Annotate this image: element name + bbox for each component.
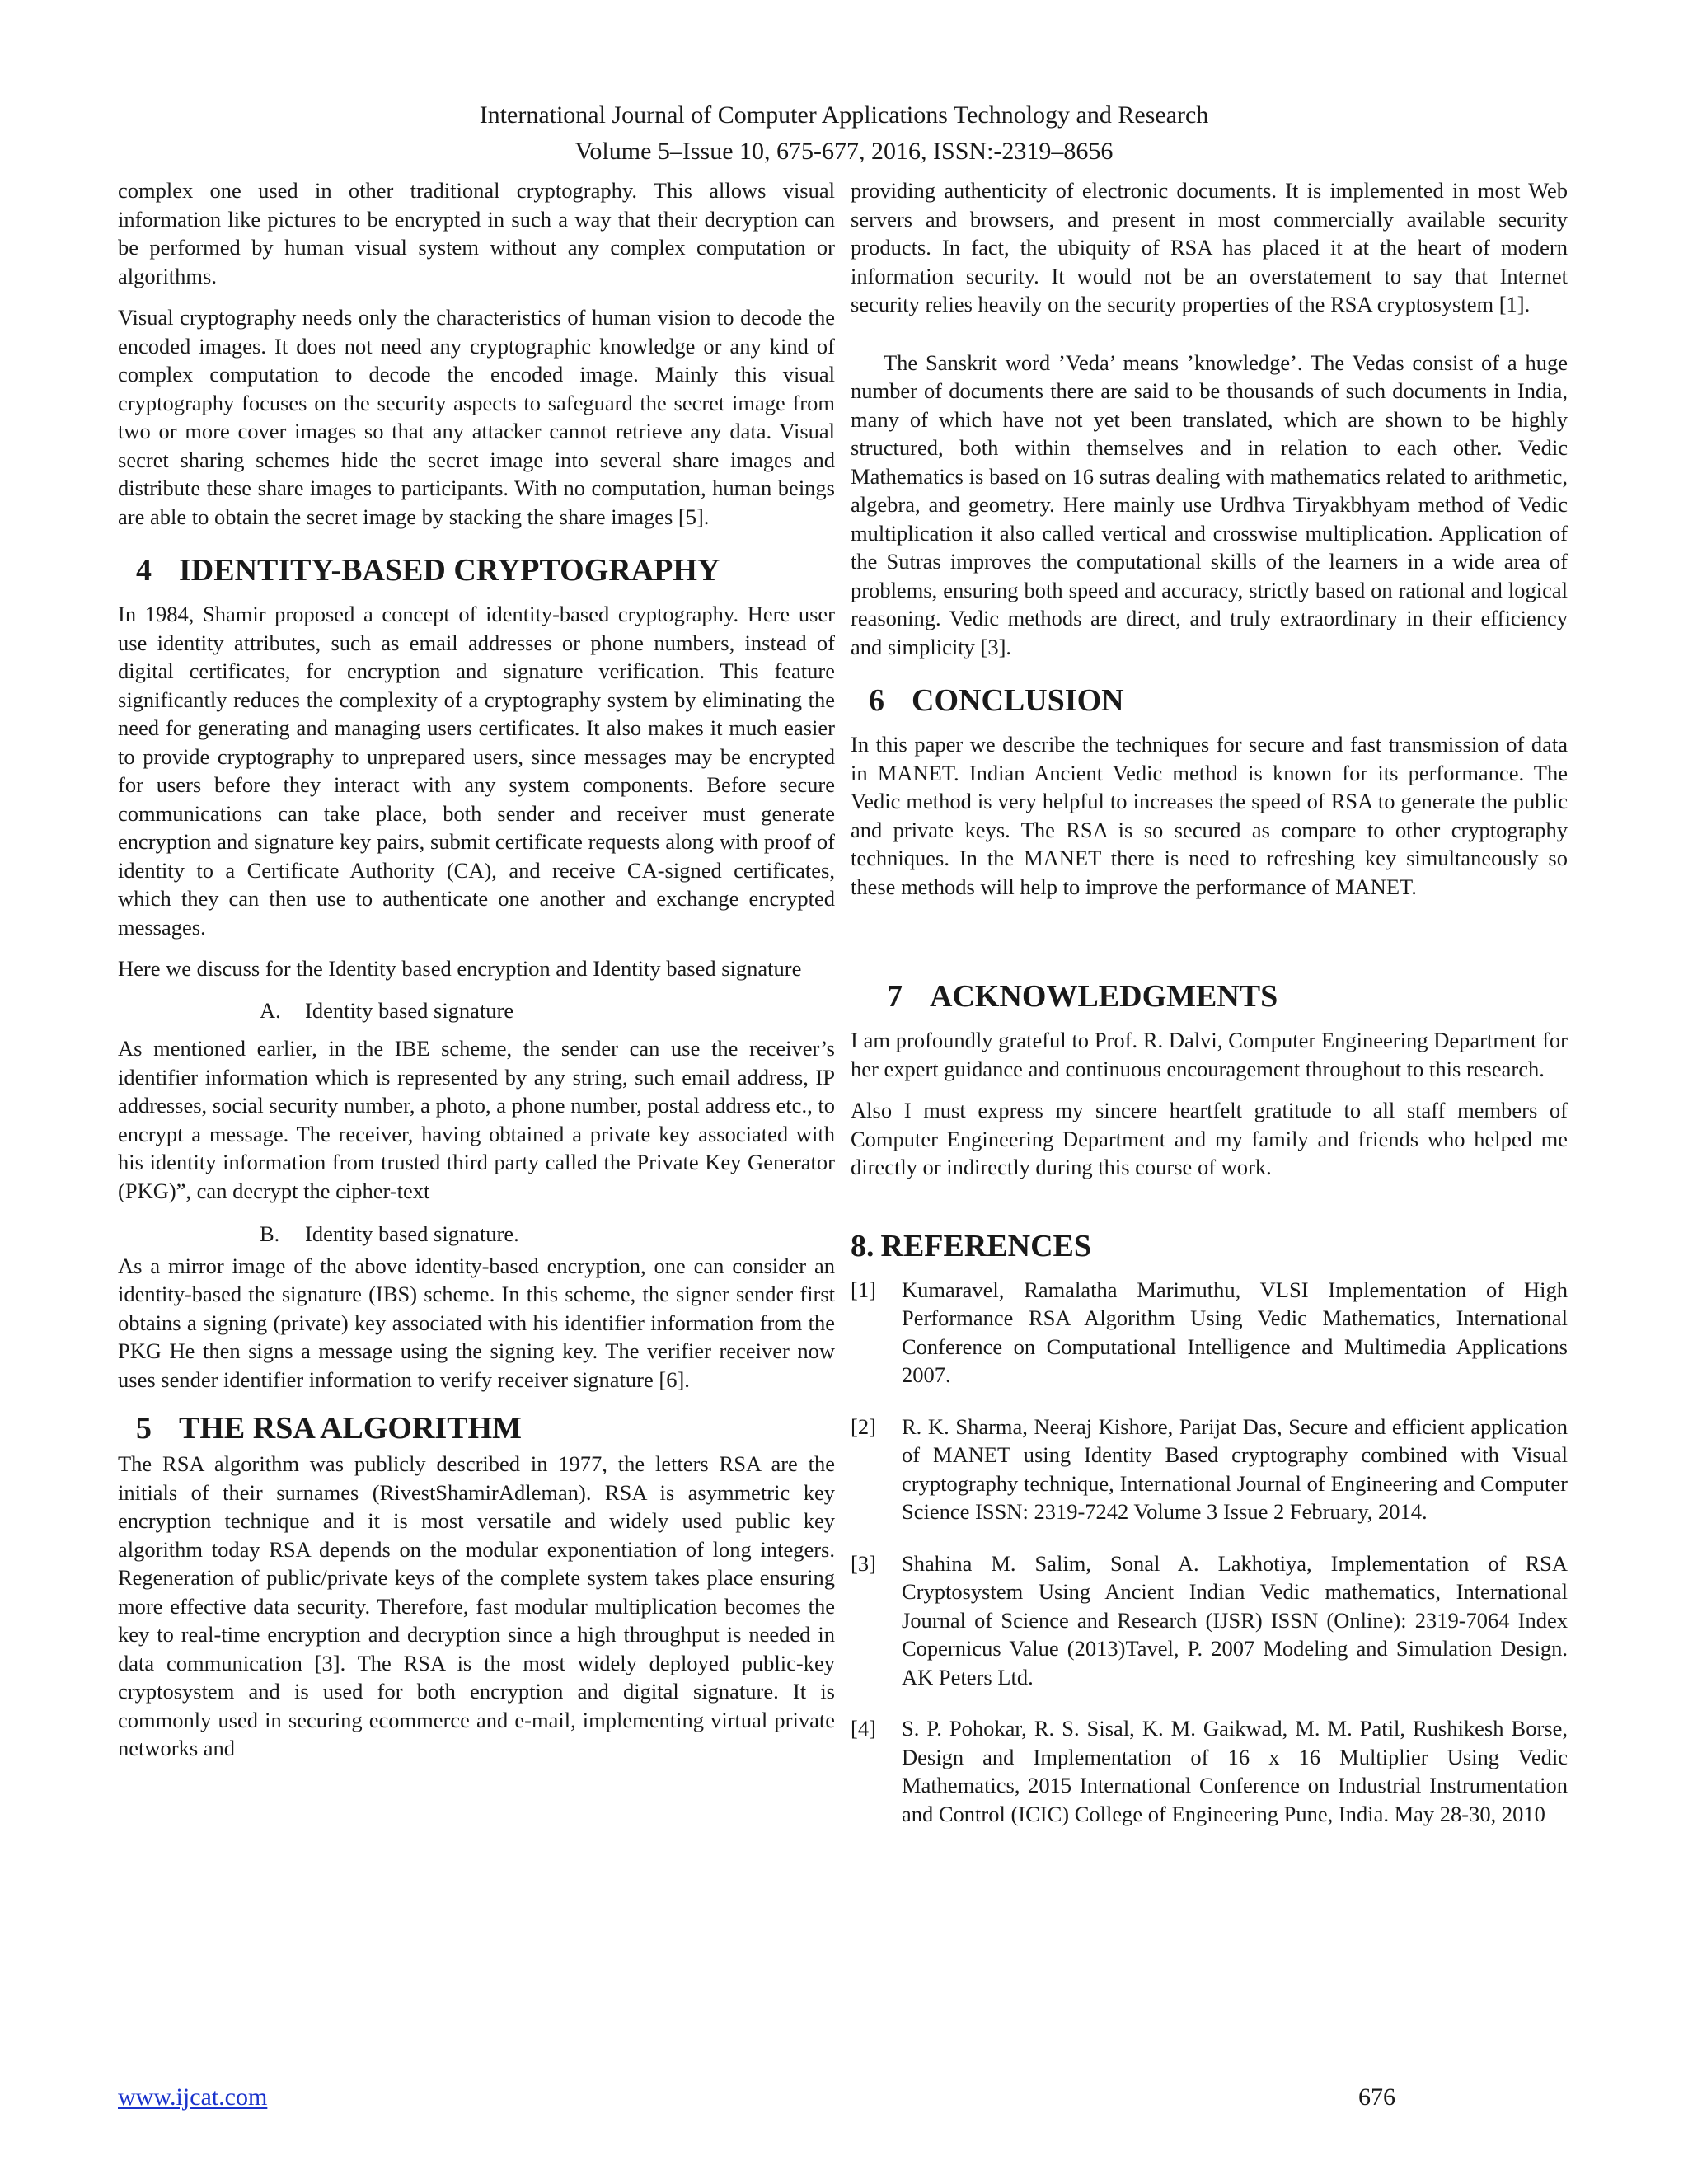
section-title: REFERENCES: [880, 1228, 1091, 1263]
paragraph: Here we discuss for the Identity based encryption and Identity based signature: [118, 956, 802, 981]
journal-title: International Journal of Computer Applications Technology and Research: [479, 101, 1209, 129]
paragraph: In 1984, Shamir proposed a concept of identity-based cryptography. Here user use identity attributes, such as email addresses or phone numbers, instead of digital certificates, for encryption and signature verification. This feature significantly reduces the complexity of a cryptography system by eliminating the need for generating and managing users certificates. It also makes it much easier to provide cryptography to unprepared users, since messages may be encrypted for users before they interact with any system components. Before secure communications can take place, both sender and receiver must generate encryption and signature key pairs, submit certificate requests along with proof of identity to a Certificate Authority (CA), and receive CA-signed certificates, which they can then use to authenticate one another and exchange encrypted messages.: [118, 602, 835, 940]
reference-item: [851, 1413, 1568, 1526]
subsection-letter: B.: [260, 1221, 280, 1246]
subsection-title: Identity based signature: [305, 997, 514, 1023]
reference-tag: [2]: [851, 1413, 876, 1439]
page-number: 676: [1358, 2083, 1395, 2111]
paragraph: providing authenticity of electronic documents. It is implemented in most Web servers and browsers, and present in most commercially available security products. In fact, the ubiquity of RSA has placed it at the heart of modern information security. It would not be an overstatement to say that Internet security relies heavily on the security properties of the RSA cryptosystem [1].: [851, 178, 1568, 316]
paragraph: complex one used in other traditional cryptography. This allows visual information like pictures to be encrypted in such a way that their decryption can be performed by human visual system without any complex computation or algorithms.: [118, 178, 835, 288]
section-heading-acknowledgments: [851, 978, 1568, 1015]
subsection-heading-b: [118, 1220, 835, 1249]
references-list: [851, 1276, 1568, 1829]
reference-item: [851, 1714, 1568, 1828]
paragraph: As a mirror image of the above identity-based encryption, one can consider an identity-based the signature (IBS) scheme. In this scheme, the signer sender first obtains a signing (private) key associated with his identifier information from the PKG He then signs a message using the signing key. The verifier receiver now uses sender identifier information to verify receiver signature [6].: [118, 1253, 835, 1392]
section-number: 4: [136, 553, 152, 588]
left-column: [118, 176, 835, 1776]
reference-text: Shahina M. Salim, Sonal A. Lakhotiya, Implementation of RSA Cryptosystem Using Ancient Indian Vedic mathematics, International Journal of Science and Research (IJSR) ISSN (Online): 2319-7064 Index Copernicus Value (2013)Tavel, P. 2007 Modeling and Simulation Design. AK Peters Ltd.: [902, 1550, 1568, 1690]
spacer: [851, 914, 1568, 957]
journal-volume: Volume 5–Issue 10, 675-677, 2016, ISSN:-2319–8656: [574, 138, 1114, 165]
section-heading-rsa-algorithm: [118, 1410, 835, 1446]
section-heading-references: [851, 1228, 1568, 1264]
section-number: 8.: [851, 1228, 874, 1263]
section-number: 6: [869, 683, 884, 718]
reference-text: S. P. Pohokar, R. S. Sisal, K. M. Gaikwad, M. M. Patil, Rushikesh Borse, Design and Implementation of 16 x 16 Multiplier Using Vedic Mathematics, 2015 International Conference on Industrial Instrumentation and Control (ICIC) College of Engineering Pune, India. May 28-30, 2010: [902, 1716, 1568, 1826]
paragraph: The RSA algorithm was publicly described in 1977, the letters RSA are the initials of their surnames (RivestShamirAdleman). RSA is asymmetric key encryption technique and it is most versatile and widely used public key algorithm today RSA depends on the modular exponentiation of long integers. Regeneration of public/private keys of the complete system takes place ensuring more effective data security. Therefore, fast modular multiplication becomes the key to real-time encryption and decryption since a high throughput is needed in data communication [3]. The RSA is the most widely deployed public-key cryptosystem and is used for both encryption and digital signature. It is commonly used in securing ecommerce and e-mail, implementing virtual private networks and: [118, 1451, 835, 1760]
subsection-letter: A.: [260, 997, 281, 1023]
section-heading-identity-based-cryptography: [118, 552, 835, 588]
paragraph: I am profoundly grateful to Prof. R. Dalvi, Computer Engineering Department for her expert guidance and continuous encouragement throughout to this research.: [851, 1028, 1568, 1081]
subsection-title: Identity based signature.: [305, 1221, 519, 1246]
journal-website-link[interactable]: www.ijcat.com: [118, 2083, 268, 2111]
right-column: [851, 176, 1568, 1851]
section-title: ACKNOWLEDGMENTS: [930, 979, 1278, 1014]
paragraph: The Sanskrit word ’Veda’ means ’knowledge’. The Vedas consist of a huge number of documents there are said to be thousands of such documents in India, many of which have not yet been translated, which are shown to be highly structured, both within themselves and in relation to each other. Vedic Mathematics is based on 16 sutras dealing with mathematics related to arithmetic, algebra, and geometry. Here mainly use Urdhva Tiryakbhyam method of Vedic multiplication it also called vertical and crosswise multiplication. Application of the Sutras improves the computational skills of the learners in a wide area of problems, ensuring both speed and accuracy, strictly based on rational and logical reasoning. Vedic methods are direct, and truly extraordinary in their efficiency and simplicity [3].: [851, 349, 1568, 659]
section-title: THE RSA ALGORITHM: [179, 1411, 522, 1446]
subsection-heading-a: [118, 996, 835, 1025]
section-number: 5: [136, 1411, 152, 1446]
spacer: [851, 332, 1568, 349]
reference-tag: [1]: [851, 1277, 876, 1302]
paragraph: Visual cryptography needs only the characteristics of human vision to decode the encoded images. It does not need any cryptographic knowledge or any kind of complex computation to decode the encoded image. Mainly this visual cryptography focuses on the security aspects to safeguard the secret image from two or more cover images so that any attacker cannot retrieve any data. Visual secret sharing schemes hide the secret image into several share images and distribute these share images to participants. With no computation, human beings are able to obtain the secret image by stacking the share images [5].: [118, 305, 835, 529]
reference-item: [851, 1276, 1568, 1390]
journal-header: [0, 97, 1688, 170]
section-title: IDENTITY-BASED CRYPTOGRAPHY: [179, 553, 720, 588]
paragraph: In this paper we describe the techniques for secure and fast transmission of data in MANET. Indian Ancient Vedic method is known for its performance. The Vedic method is very helpful to increases the speed of RSA to generate the public and private keys. The RSA is so secured as compare to other cryptography techniques. In the MANET there is need to refreshing key simultaneously so these methods will help to improve the performance of MANET.: [851, 732, 1568, 899]
section-heading-conclusion: [851, 682, 1568, 719]
reference-tag: [3]: [851, 1550, 876, 1576]
reference-tag: [4]: [851, 1716, 876, 1741]
paragraph: Also I must express my sincere heartfelt gratitude to all staff members of Computer Engineering Department and my family and friends who helped me directly or indirectly during this course of work.: [851, 1098, 1568, 1179]
reference-item: [851, 1549, 1568, 1692]
reference-text: R. K. Sharma, Neeraj Kishore, Parijat Das, Secure and efficient application of MANET using Identity Based cryptography combined with Visual cryptography technique, International Journal of Engineering and Computer Science ISSN: 2319-7242 Volume 3 Issue 2 February, 2014.: [902, 1413, 1568, 1524]
section-number: 7: [887, 979, 903, 1014]
paragraph: As mentioned earlier, in the IBE scheme, the sender can use the receiver’s identifier information which is represented by any string, such email address, IP addresses, social security number, a photo, a phone number, postal address etc., to encrypt a message. The receiver, having obtained a private key associated with his identity information from trusted third party called the Private Key Generator (PKG)”, can decrypt the cipher-text: [118, 1036, 835, 1203]
section-title: CONCLUSION: [912, 683, 1124, 718]
reference-text: Kumaravel, Ramalatha Marimuthu, VLSI Implementation of High Performance RSA Algorithm Using Vedic Mathematics, International Conference on Computational Intelligence and Multimedia Applications 2007.: [902, 1277, 1568, 1387]
